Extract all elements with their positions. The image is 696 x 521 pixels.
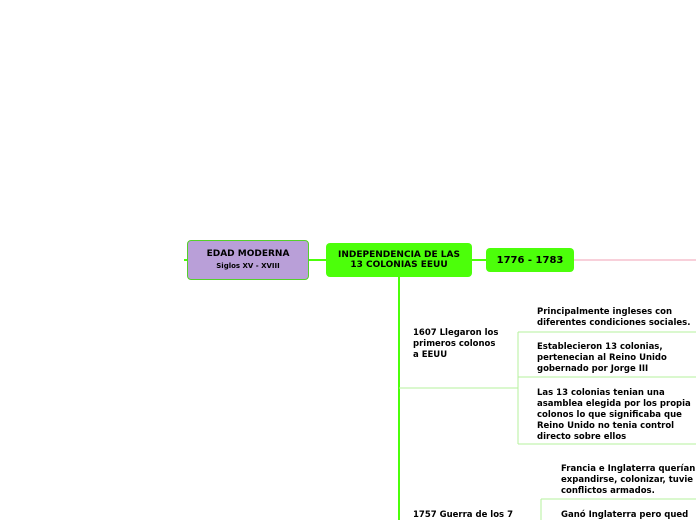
main-node-independencia[interactable] (326, 243, 472, 277)
branch1-item-3-line4: Reino Unido no tenia control (537, 421, 675, 431)
branch1-item-1-line2: diferentes condiciones sociales. (537, 318, 691, 328)
branch2-item-2-line1: Ganó Inglaterra pero qued (561, 510, 689, 520)
branch1-item-3-line2: asamblea elegida por los propia (537, 399, 691, 409)
branch1-item-1[interactable] (537, 307, 690, 329)
branch1-item-1-line1: Principalmente ingleses con (537, 307, 673, 317)
branch2-item-1-line1: Francia e Inglaterra querían (561, 464, 696, 474)
root-node-edad-moderna[interactable] (187, 240, 309, 280)
branch1-item-2-line2: pertenecian al Reino Unido (537, 353, 667, 363)
date-label: 1776 - 1783 (496, 254, 564, 266)
branch1-item-2-line1: Establecieron 13 colonias, (537, 342, 663, 352)
branch2-title-line1: 1757 Guerra de los 7 (413, 510, 513, 520)
root-subtitle: Siglos XV - XVIII (216, 262, 280, 270)
branch2-item-1-line2: expandirse, colonizar, tuvie (561, 475, 694, 485)
branch2-item-2[interactable] (561, 510, 688, 521)
branch1-item-3[interactable] (537, 388, 691, 443)
branch1-topic[interactable] (413, 328, 498, 361)
branch1-item-2-line3: gobernado por Jorge III (537, 364, 649, 374)
branch1-item-3-line3: colonos lo que significaba que (537, 410, 682, 420)
branch1-title-line2: primeros colonos (413, 339, 496, 349)
main-title-line2: 13 COLONIAS EEUU (350, 260, 448, 270)
branch2-item-1[interactable] (561, 464, 695, 497)
branch1-title-line3: a EEUU (413, 350, 448, 360)
root-title: EDAD MODERNA (206, 249, 290, 259)
branch1-title-line1: 1607 Llegaron los (413, 328, 499, 338)
main-title-line1: INDEPENDENCIA DE LAS (338, 250, 460, 260)
date-node[interactable] (486, 248, 574, 272)
branch1-item-2[interactable] (537, 342, 667, 375)
branch1-item-3-line1: Las 13 colonias tenian una (537, 388, 665, 398)
branch2-topic[interactable] (413, 510, 513, 521)
branch2-item-1-line3: conflictos armados. (561, 486, 655, 496)
branch1-item-3-line5: directo sobre ellos (537, 432, 627, 442)
